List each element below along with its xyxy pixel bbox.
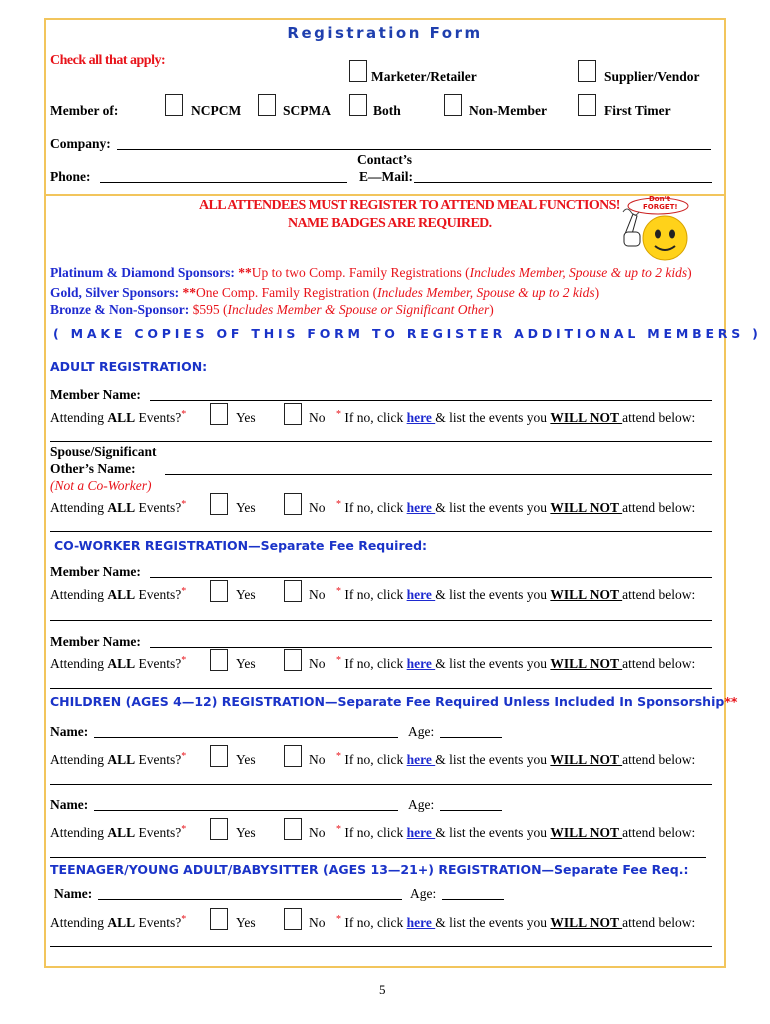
coworker2-name-field[interactable]: [150, 647, 712, 648]
email-label: E—Mail:: [359, 169, 413, 184]
no-label: No: [309, 500, 326, 515]
gold-ital: Includes Member, Spouse & up to 2 kids: [377, 285, 595, 300]
child2-name-field[interactable]: [94, 810, 398, 811]
yes-checkbox[interactable]: [210, 493, 228, 515]
spouse-name-field[interactable]: [165, 474, 712, 475]
both-checkbox[interactable]: [349, 94, 367, 116]
child1-events-field[interactable]: [50, 784, 712, 785]
platinum-label: Platinum & Diamond Sponsors:: [50, 265, 235, 280]
attending-label: [50, 825, 186, 841]
attending-label: [50, 915, 186, 931]
phone-label: Phone:: [50, 169, 91, 184]
attending-all: ALL: [107, 752, 136, 767]
bronze-text: $595 (: [192, 302, 228, 317]
attending-star: *: [181, 824, 187, 835]
no-label: No: [309, 752, 326, 767]
notice-line1: ALL ATTENDEES MUST REGISTER TO ATTEND MEAL FUNCTIONS!: [199, 198, 620, 213]
sponsor-platinum: [50, 265, 692, 281]
sponsor-bronze: [50, 302, 494, 318]
check-all-label: Check all that apply:: [50, 53, 166, 68]
coworker2-events-field[interactable]: [50, 688, 712, 689]
child2-age-field[interactable]: [440, 810, 502, 811]
if-no-instruction: [336, 587, 695, 603]
yes-label: Yes: [236, 587, 256, 602]
ncpcm-label: NCPCM: [191, 103, 242, 118]
attend-below-text: attend below:: [622, 500, 696, 515]
scpma-label: SCPMA: [283, 103, 331, 118]
will-not-text: WILL NOT: [550, 587, 623, 602]
phone-field[interactable]: [100, 182, 347, 183]
spouse-label-2: Other’s Name:: [50, 461, 136, 476]
if-no-text: If no, click: [341, 410, 407, 425]
attending-all: ALL: [107, 587, 136, 602]
supplier-checkbox[interactable]: [578, 60, 596, 82]
attending-label: [50, 752, 186, 768]
child1-age-field[interactable]: [440, 737, 502, 738]
children-header-stars: **: [724, 694, 738, 709]
no-checkbox[interactable]: [284, 818, 302, 840]
if-no-star: *: [336, 914, 341, 925]
if-no-star: *: [336, 751, 341, 762]
yes-label: Yes: [236, 500, 256, 515]
if-no-star: *: [336, 499, 341, 510]
yes-checkbox[interactable]: [210, 580, 228, 602]
list-text: & list the events you: [435, 752, 551, 767]
attend-below-text: attend below:: [622, 915, 696, 930]
list-text: & list the events you: [435, 825, 551, 840]
attending-events: Events?: [135, 500, 182, 515]
yes-label: Yes: [236, 915, 256, 930]
teen-age-field[interactable]: [442, 899, 504, 900]
bronze-end: ): [489, 302, 494, 317]
if-no-instruction: [336, 825, 695, 841]
company-field[interactable]: [117, 149, 711, 150]
platinum-stars: **: [238, 265, 252, 280]
spouse-note: (Not a Co-Worker): [50, 478, 152, 493]
member-of-label: Member of:: [50, 103, 119, 118]
first-timer-label: First Timer: [604, 103, 671, 118]
both-label: Both: [373, 103, 401, 118]
coworker2-name-label: Member Name:: [50, 634, 141, 649]
here-link[interactable]: here: [406, 752, 436, 767]
supplier-label: Supplier/Vendor: [604, 69, 700, 84]
yes-label: Yes: [236, 825, 256, 840]
attending-all: ALL: [107, 410, 136, 425]
no-label: No: [309, 915, 326, 930]
attending-label: [50, 410, 186, 426]
here-link[interactable]: here: [406, 587, 436, 602]
attending-all: ALL: [107, 656, 136, 671]
list-text: & list the events you: [435, 587, 551, 602]
sticker-text-2: FORGET!: [643, 203, 678, 211]
member-name-field[interactable]: [150, 400, 712, 401]
attending-star: *: [181, 914, 187, 925]
sponsor-gold: [50, 285, 599, 301]
attending-text: Attending: [50, 587, 108, 602]
if-no-text: If no, click: [341, 656, 407, 671]
platinum-text: Up to two Comp. Family Registrations (: [251, 265, 470, 280]
list-text: & list the events you: [435, 656, 551, 671]
attending-events: Events?: [135, 656, 182, 671]
if-no-text: If no, click: [341, 500, 407, 515]
if-no-text: If no, click: [341, 915, 407, 930]
if-no-instruction: [336, 915, 695, 931]
if-no-instruction: [336, 500, 695, 516]
attending-star: *: [181, 655, 187, 666]
here-link[interactable]: here: [406, 500, 436, 515]
gold-text: One Comp. Family Registration (: [196, 285, 378, 300]
attending-text: Attending: [50, 752, 108, 767]
will-not-text: WILL NOT: [550, 752, 623, 767]
scpma-checkbox[interactable]: [258, 94, 276, 116]
attending-star: *: [181, 499, 187, 510]
gold-label: Gold, Silver Sponsors:: [50, 285, 180, 300]
yes-label: Yes: [236, 752, 256, 767]
list-text: & list the events you: [435, 915, 551, 930]
list-text: & list the events you: [435, 500, 551, 515]
will-not-text: WILL NOT: [550, 500, 623, 515]
no-checkbox[interactable]: [284, 745, 302, 767]
if-no-instruction: [336, 656, 695, 672]
attending-all: ALL: [107, 915, 136, 930]
platinum-ital: Includes Member, Spouse & up to 2 kids: [469, 265, 688, 280]
platinum-end: ): [687, 265, 692, 280]
attend-below-text: attend below:: [622, 825, 696, 840]
first-timer-checkbox[interactable]: [578, 94, 596, 116]
if-no-text: If no, click: [341, 752, 407, 767]
will-not-text: WILL NOT: [550, 915, 623, 930]
attending-label: [50, 656, 186, 672]
teen-age-label: Age:: [410, 886, 437, 901]
no-label: No: [309, 656, 326, 671]
if-no-instruction: [336, 752, 695, 768]
attending-label: [50, 587, 186, 603]
attending-text: Attending: [50, 500, 108, 515]
attending-star: *: [181, 586, 187, 597]
attend-below-text: attend below:: [622, 752, 696, 767]
here-link[interactable]: here: [406, 915, 436, 930]
marketer-checkbox[interactable]: [349, 60, 367, 82]
attending-all: ALL: [107, 500, 136, 515]
attending-events: Events?: [135, 410, 182, 425]
child2-age-label: Age:: [408, 797, 435, 812]
if-no-text: If no, click: [341, 825, 407, 840]
will-not-text: WILL NOT: [550, 825, 623, 840]
attending-text: Attending: [50, 915, 108, 930]
attending-events: Events?: [135, 915, 182, 930]
child1-name-label: Name:: [50, 724, 89, 739]
attending-star: *: [181, 409, 187, 420]
yes-checkbox[interactable]: [210, 403, 228, 425]
will-not-text: WILL NOT: [550, 656, 623, 671]
yes-label: Yes: [236, 656, 256, 671]
will-not-text: WILL NOT: [550, 410, 623, 425]
no-label: No: [309, 410, 326, 425]
child1-name-field[interactable]: [94, 737, 398, 738]
attending-text: Attending: [50, 825, 108, 840]
children-header: [50, 694, 737, 709]
form-title: Registration Form: [287, 24, 483, 42]
notice-line2: NAME BADGES ARE REQUIRED.: [288, 216, 492, 231]
adult-events-field[interactable]: [50, 441, 712, 442]
teen-events-field[interactable]: [50, 946, 712, 947]
attending-events: Events?: [135, 825, 182, 840]
if-no-instruction: [336, 410, 695, 426]
attending-events: Events?: [135, 587, 182, 602]
here-link[interactable]: here: [406, 656, 436, 671]
adult-header: ADULT REGISTRATION:: [50, 359, 208, 374]
no-checkbox[interactable]: [284, 403, 302, 425]
spouse-events-field[interactable]: [50, 531, 712, 532]
attending-events: Events?: [135, 752, 182, 767]
gold-stars: **: [182, 285, 197, 300]
attend-below-text: attend below:: [622, 410, 696, 425]
coworker1-name-field[interactable]: [150, 577, 712, 578]
yes-checkbox[interactable]: [210, 818, 228, 840]
child2-events-field[interactable]: [50, 857, 706, 858]
if-no-star: *: [336, 655, 341, 666]
teen-header: TEENAGER/YOUNG ADULT/BABYSITTER (AGES 13—21+) REGISTRATION—Separate Fee Req.:: [50, 862, 689, 877]
no-label: No: [309, 587, 326, 602]
company-label: Company:: [50, 136, 111, 151]
non-member-label: Non-Member: [469, 103, 547, 118]
marketer-label: Marketer/Retailer: [371, 69, 477, 84]
spouse-label-1: Spouse/Significant: [50, 444, 157, 459]
yes-checkbox[interactable]: [210, 908, 228, 930]
attending-text: Attending: [50, 410, 108, 425]
non-member-checkbox[interactable]: [444, 94, 462, 116]
no-checkbox[interactable]: [284, 649, 302, 671]
contacts-label: Contact’s: [357, 152, 412, 167]
attending-label: [50, 500, 186, 516]
attend-below-text: attend below:: [622, 656, 696, 671]
ncpcm-checkbox[interactable]: [165, 94, 183, 116]
if-no-star: *: [336, 824, 341, 835]
here-link[interactable]: here: [406, 825, 436, 840]
attending-text: Attending: [50, 656, 108, 671]
child1-age-label: Age:: [408, 724, 435, 739]
if-no-star: *: [336, 409, 341, 420]
children-header-text: CHILDREN (AGES 4—12) REGISTRATION—Separate Fee Required Unless Included In Sponsorship: [50, 694, 725, 709]
page-number: 5: [379, 982, 386, 997]
attend-below-text: attend below:: [622, 587, 696, 602]
make-copies-notice: ( MAKE COPIES OF THIS FORM TO REGISTER ADDITIONAL MEMBERS ): [53, 326, 762, 341]
child2-name-label: Name:: [50, 797, 89, 812]
no-checkbox[interactable]: [284, 493, 302, 515]
no-label: No: [309, 825, 326, 840]
email-field[interactable]: [414, 182, 712, 183]
gold-end: ): [594, 285, 600, 300]
sticker-text-1: Don't: [649, 195, 671, 203]
bronze-ital: Includes Member & Spouse or Significant Other: [227, 302, 490, 317]
no-checkbox[interactable]: [284, 908, 302, 930]
member-name-label: Member Name:: [50, 387, 141, 402]
coworker1-events-field[interactable]: [50, 620, 712, 621]
if-no-text: If no, click: [341, 587, 407, 602]
attending-star: *: [181, 751, 187, 762]
here-link[interactable]: here: [406, 410, 436, 425]
teen-name-label: Name:: [54, 886, 93, 901]
yes-label: Yes: [236, 410, 256, 425]
if-no-star: *: [336, 586, 341, 597]
teen-name-field[interactable]: [98, 899, 402, 900]
dont-forget-sticker: [615, 194, 695, 264]
no-checkbox[interactable]: [284, 580, 302, 602]
list-text: & list the events you: [435, 410, 551, 425]
yes-checkbox[interactable]: [210, 745, 228, 767]
coworker1-name-label: Member Name:: [50, 564, 141, 579]
bronze-label: Bronze & Non-Sponsor:: [50, 302, 190, 317]
attending-all: ALL: [107, 825, 136, 840]
yes-checkbox[interactable]: [210, 649, 228, 671]
coworker-header: CO-WORKER REGISTRATION—Separate Fee Required:: [54, 538, 428, 553]
